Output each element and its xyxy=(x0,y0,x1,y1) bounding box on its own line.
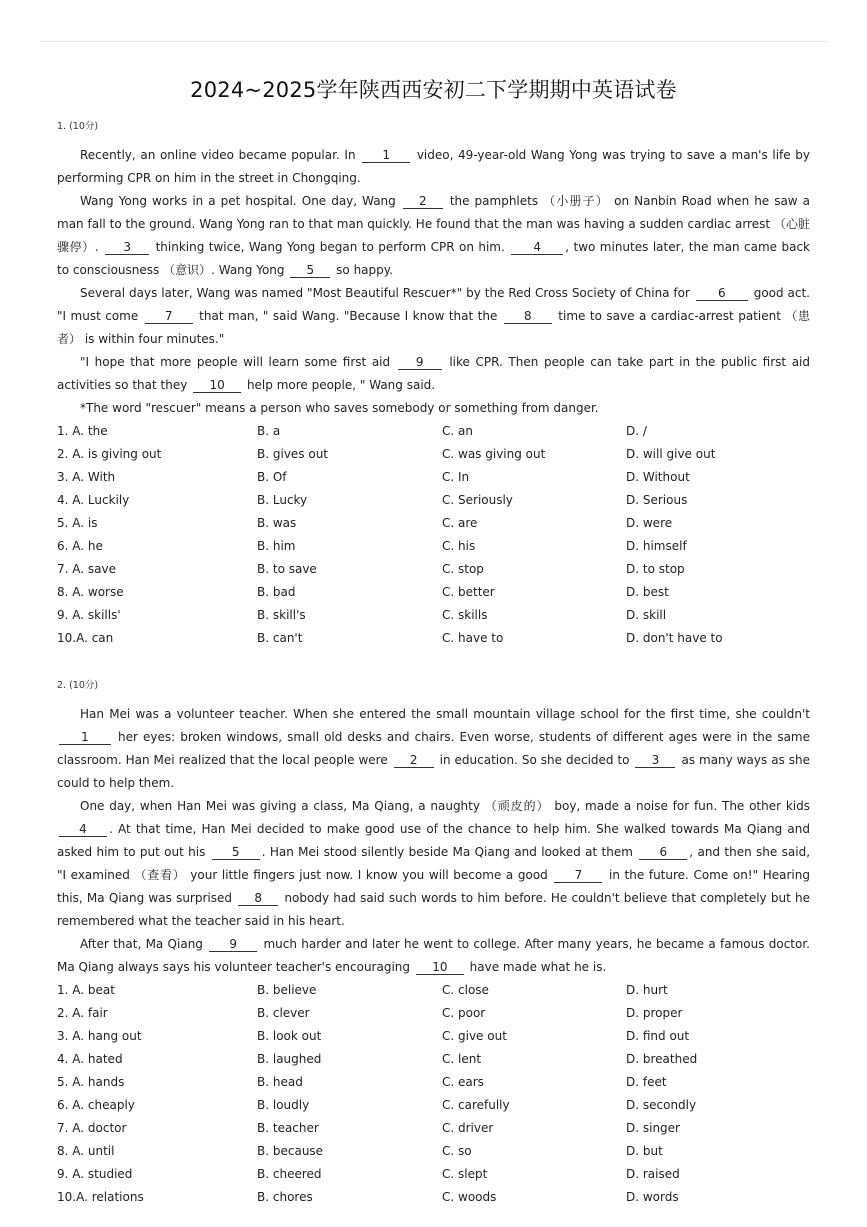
option[interactable]: C. lent xyxy=(442,1052,482,1066)
option[interactable]: 5. A. is xyxy=(57,516,98,530)
option[interactable]: C. slept xyxy=(442,1167,488,1181)
blank[interactable]: 6 xyxy=(696,286,748,301)
option[interactable]: 10.A. can xyxy=(57,631,114,645)
option-row xyxy=(57,1186,810,1209)
passage-paragraph: Several days later, Wang was named "Most Beautiful Rescuer*" by the Red Cross Society of China for 6 good act. "I must come 7 that man, " said Wang. "Because I know that the 8 time to save a cardiac-arrest patient （患者） is within four minutes." xyxy=(57,286,811,346)
passage-paragraph: Recently, an online video became popular. In 1 video, 49-year-old Wang Yong was trying to save a man's life by performing CPR on him in the street in Chongqing. xyxy=(57,148,810,185)
option[interactable]: 2. A. is giving out xyxy=(57,447,162,461)
option[interactable]: C. his xyxy=(442,539,476,553)
blank[interactable]: 2 xyxy=(394,753,434,768)
option[interactable]: C. Seriously xyxy=(442,493,513,507)
blank[interactable]: 7 xyxy=(145,309,193,324)
question-header: 1. (10分) xyxy=(57,121,99,132)
option-row xyxy=(57,420,810,443)
option[interactable]: D. find out xyxy=(626,1029,690,1043)
option[interactable]: 8. A. worse xyxy=(57,585,124,599)
blank[interactable]: 3 xyxy=(105,240,149,255)
option-row xyxy=(57,1163,810,1186)
option[interactable]: D. skill xyxy=(626,608,667,622)
blank[interactable]: 1 xyxy=(59,730,111,745)
option[interactable]: 4. A. Luckily xyxy=(57,493,130,507)
option[interactable]: B. loudly xyxy=(257,1098,310,1112)
option-row xyxy=(57,1071,810,1094)
option[interactable]: 4. A. hated xyxy=(57,1052,123,1066)
footnote: *The word "rescuer" means a person who saves somebody or something from danger. xyxy=(80,401,599,415)
option-row xyxy=(57,443,810,466)
option[interactable]: C. In xyxy=(442,470,470,484)
question-1 xyxy=(57,120,810,650)
option-row xyxy=(57,979,810,1002)
option[interactable]: 7. A. save xyxy=(57,562,116,576)
option[interactable]: D. singer xyxy=(626,1121,680,1135)
option[interactable]: C. woods xyxy=(442,1190,497,1204)
option[interactable]: D. raised xyxy=(626,1167,680,1181)
option[interactable]: C. stop xyxy=(442,562,484,576)
top-divider xyxy=(40,41,827,42)
option-row xyxy=(57,489,810,512)
option[interactable]: 10.A. relations xyxy=(57,1190,144,1204)
option[interactable]: 1. A. the xyxy=(57,424,108,438)
option-row xyxy=(57,627,810,650)
option[interactable]: B. to save xyxy=(257,562,317,576)
blank[interactable]: 9 xyxy=(398,355,442,370)
option[interactable]: D. proper xyxy=(626,1006,683,1020)
option[interactable]: 9. A. skills' xyxy=(57,608,121,622)
passage-paragraph: "I hope that more people will learn some first aid 9 like CPR. Then people can take part in the public first aid activities so that they 10 help more people, " Wang said. xyxy=(57,355,811,392)
option-row xyxy=(57,512,810,535)
blank[interactable]: 4 xyxy=(511,240,563,255)
option-row xyxy=(57,1002,810,1025)
option-row xyxy=(57,1094,810,1117)
option[interactable]: D. secondly xyxy=(626,1098,697,1112)
option[interactable]: B. teacher xyxy=(257,1121,319,1135)
option[interactable]: C. are xyxy=(442,516,478,530)
option-row xyxy=(57,1140,810,1163)
option[interactable]: B. chores xyxy=(257,1190,313,1204)
passage-paragraph: Wang Yong works in a pet hospital. One day, Wang 2 the pamphlets （小册子） on Nanbin Road when he saw a man fall to the ground. Wang Yong ran to that man quickly. He found that the man was having a sudden cardiac arrest （心脏骤停）. 3 thinking twice, Wang Yong began to perform CPR on him. 4 , two minutes later, the man came back to consciousness （意识）. Wang Yong 5 so happy. xyxy=(57,194,810,277)
option[interactable]: 7. A. doctor xyxy=(57,1121,127,1135)
option[interactable]: C. was giving out xyxy=(442,447,546,461)
option[interactable]: D. best xyxy=(626,585,669,599)
option[interactable]: D. but xyxy=(626,1144,663,1158)
blank[interactable]: 5 xyxy=(212,845,260,860)
blank[interactable]: 10 xyxy=(193,378,241,393)
page-title: 2024~2025学年陕西西安初二下学期期中英语试卷 xyxy=(190,78,677,102)
option-row xyxy=(57,1117,810,1140)
question-2 xyxy=(57,679,810,1209)
option[interactable]: D. words xyxy=(626,1190,679,1204)
option[interactable]: C. ears xyxy=(442,1075,484,1089)
option[interactable]: B. laughed xyxy=(257,1052,322,1066)
option[interactable]: D. were xyxy=(626,516,673,530)
option[interactable]: B. skill's xyxy=(257,608,306,622)
option[interactable]: B. Of xyxy=(257,470,287,484)
option[interactable]: D. to stop xyxy=(626,562,685,576)
option[interactable]: B. cheered xyxy=(257,1167,322,1181)
option-row xyxy=(57,604,810,627)
option[interactable]: C. carefully xyxy=(442,1098,510,1112)
option[interactable]: B. bad xyxy=(257,585,296,599)
option-row xyxy=(57,1048,810,1071)
option[interactable]: D. himself xyxy=(626,539,687,553)
option[interactable]: D. hurt xyxy=(626,983,668,997)
option[interactable]: D. Serious xyxy=(626,493,688,507)
option[interactable]: B. head xyxy=(257,1075,303,1089)
option[interactable]: C. skills xyxy=(442,608,488,622)
option[interactable]: 3. A. With xyxy=(57,470,116,484)
option-row xyxy=(57,558,810,581)
option[interactable]: 1. A. beat xyxy=(57,983,115,997)
option[interactable]: 2. A. fair xyxy=(57,1006,108,1020)
option[interactable]: D. breathed xyxy=(626,1052,698,1066)
blank[interactable]: 7 xyxy=(554,868,602,883)
passage-paragraph: One day, when Han Mei was giving a class, Ma Qiang, a naughty （顽皮的） boy, made a noise for fun. The other kids 4 . At that time, Han Mei decided to make good use of the chance to help him. She walked towards Ma Qiang and asked him to put out his 5 . Han Mei stood silently beside Ma Qiang and looked at them 6 , and then she said, "I examined （查看） your little fingers just now. I know you will become a good 7 in the future. Come on!" Hearing this, Ma Qiang was surprised 8 nobody had said such words to him before. He couldn't believe that completely but he remembered what the teacher said in his heart. xyxy=(57,799,811,928)
blank[interactable]: 9 xyxy=(209,937,257,952)
passage-paragraph: Han Mei was a volunteer teacher. When she entered the small mountain village school for the first time, she couldn't 1 her eyes: broken windows, small old desks and chairs. Even worse, students of different ages were in the same classroom. Han Mei realized that the local people were 2 in education. So she decided to 3 as many ways as she could to help them. xyxy=(57,707,811,790)
option[interactable]: D. / xyxy=(626,424,647,438)
options-list xyxy=(57,979,810,1209)
option[interactable]: B. Lucky xyxy=(257,493,308,507)
option-row xyxy=(57,1025,810,1048)
option-row xyxy=(57,535,810,558)
blank[interactable]: 2 xyxy=(403,194,443,209)
blank[interactable]: 1 xyxy=(362,148,410,163)
passage-paragraph: After that, Ma Qiang 9 much harder and later he went to college. After many years, he became a famous doctor. Ma Qiang always says his volunteer teacher's encouraging 10 have made what he is. xyxy=(57,937,810,974)
option[interactable]: B. because xyxy=(257,1144,324,1158)
option[interactable]: 9. A. studied xyxy=(57,1167,133,1181)
option[interactable]: 5. A. hands xyxy=(57,1075,125,1089)
option[interactable]: B. can't xyxy=(257,631,303,645)
options-list xyxy=(57,420,810,650)
option[interactable]: 8. A. until xyxy=(57,1144,115,1158)
blank[interactable]: 5 xyxy=(290,263,330,278)
blank[interactable]: 3 xyxy=(635,753,675,768)
option[interactable]: D. feet xyxy=(626,1075,667,1089)
blank[interactable]: 10 xyxy=(416,960,464,975)
option-row xyxy=(57,466,810,489)
option[interactable]: C. driver xyxy=(442,1121,494,1135)
option[interactable]: 3. A. hang out xyxy=(57,1029,142,1043)
option[interactable]: B. was xyxy=(257,516,297,530)
blank[interactable]: 4 xyxy=(59,822,107,837)
option[interactable]: C. better xyxy=(442,585,495,599)
question-header: 2. (10分) xyxy=(57,680,99,691)
option[interactable]: C. have to xyxy=(442,631,504,645)
option[interactable]: C. so xyxy=(442,1144,472,1158)
option[interactable]: C. give out xyxy=(442,1029,507,1043)
option-row xyxy=(57,581,810,604)
option[interactable]: B. a xyxy=(257,424,281,438)
option[interactable]: C. an xyxy=(442,424,473,438)
option[interactable]: B. gives out xyxy=(257,447,329,461)
option[interactable]: D. will give out xyxy=(626,447,716,461)
blank[interactable]: 8 xyxy=(238,891,278,906)
blank[interactable]: 8 xyxy=(504,309,552,324)
blank[interactable]: 6 xyxy=(639,845,687,860)
option[interactable]: C. poor xyxy=(442,1006,486,1020)
option[interactable]: D. don't have to xyxy=(626,631,723,645)
option[interactable]: B. believe xyxy=(257,983,317,997)
option[interactable]: C. close xyxy=(442,983,489,997)
option[interactable]: B. him xyxy=(257,539,296,553)
option[interactable]: B. clever xyxy=(257,1006,310,1020)
option[interactable]: B. look out xyxy=(257,1029,322,1043)
option[interactable]: 6. A. cheaply xyxy=(57,1098,135,1112)
option[interactable]: D. Without xyxy=(626,470,690,484)
option[interactable]: 6. A. he xyxy=(57,539,103,553)
